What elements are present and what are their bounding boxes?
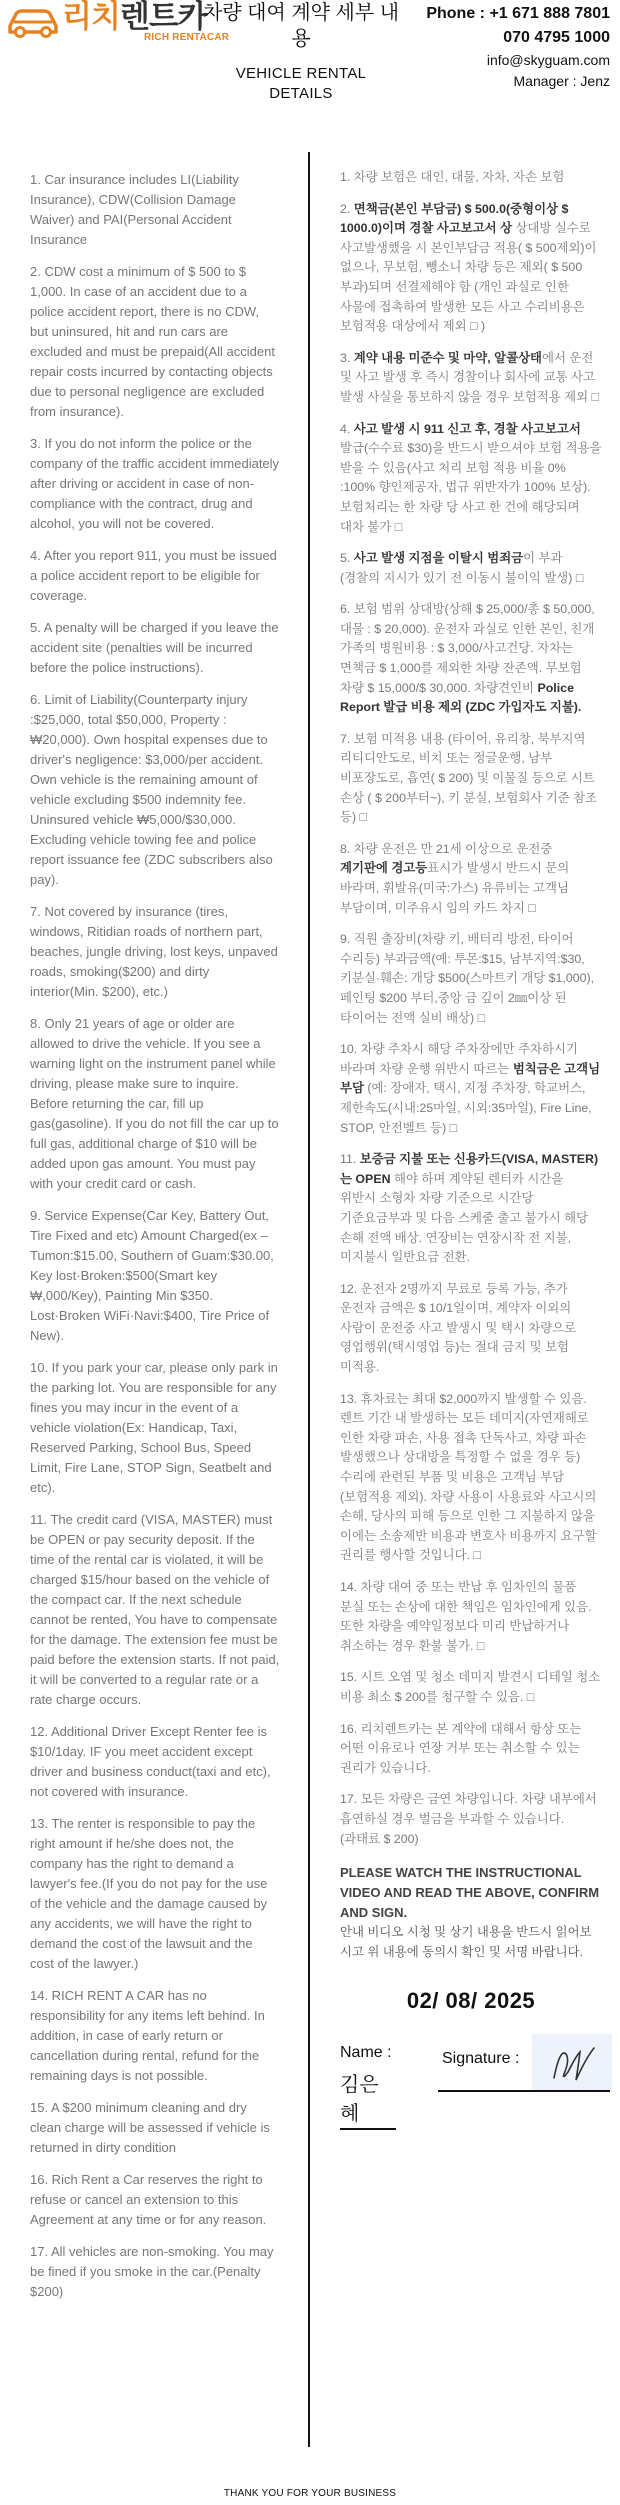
- term-en: 7. Not covered by insurance (tires, windows, Ritidian roads of northern part, beaches, jungle driving, lost keys, unpaved roads, smoking($200) and dirty interior(Min. $200), etc.): [30, 904, 278, 999]
- term-ko-emphasis: Police Report 발급 비용 제외 (ZDC 가입자도 지불).: [340, 680, 582, 715]
- term-en: 17. All vehicles are non-smoking. You may be fined if you smoke in the car.(Penalty $200): [30, 2244, 274, 2299]
- term-ko-text: 10. 차량 주차시 해당 주차장에만 주차하시기 바라며 차량 운행 위반시 따르는: [340, 1042, 578, 1076]
- term-ko: [340, 349, 602, 408]
- term-en: 4. After you report 911, you must be issued a police accident report to be eligible for coverage.: [30, 548, 277, 603]
- signed-date: 02/ 08/ 2025: [406, 1988, 536, 2014]
- term-en: 12. Additional Driver Except Renter fee is $10/1day. IF you meet accident except driver and business conduct(taxi and etc), not covered with insurance.: [30, 1724, 271, 1799]
- document-title-en: VEHICLE RENTAL DETAILS: [235, 65, 367, 102]
- term-ko-text: 7. 보험 미적용 내용 (타이어, 유리창, 북부지역 리티디안도로, 비치 또는 정글운행, 남부 비포장도로, 흡연( $ 200) 및 이물질 등으로 시트 손상 ( $ 200부터~), 키 분실, 보험회사 기준 참조 등) □: [340, 731, 598, 825]
- term-ko: [340, 549, 602, 588]
- term-ko: [340, 420, 602, 538]
- term-en: 14. RICH RENT A CAR has no responsibility for any items left behind. In addition, in case of early return or cancellation during rental, refund for the remaining days is not possible.: [30, 1988, 265, 2083]
- term-en: 5. A penalty will be charged if you leave the accident site (penalties will be incurred before the police instructions).: [30, 620, 279, 675]
- renter-name[interactable]: 김은혜: [340, 2068, 396, 2130]
- document-title-ko: 차량 대여 계약 세부 내용: [202, 2, 400, 50]
- term-ko-text: (예: 장애자, 택시, 지정 주차장, 학교버스, 제한속도(시내:25마일, 시외:35마일), Fire Line, STOP, 안전벨트 등) □: [340, 1081, 592, 1135]
- name-label: Name :: [340, 2044, 392, 2062]
- term-ko: [340, 930, 602, 1028]
- signature-row: [340, 2034, 602, 2126]
- term-ko: [340, 1040, 602, 1138]
- term-en: 2. CDW cost a minimum of $ 500 to $ 1,000. In case of an accident due to a police accident report, there is no CDW, but uninsured, hit and run cars are excluded and must be prepaid(All accident repair costs incurred by contacting objects due to personal negligence are excluded from insurance).: [30, 264, 275, 419]
- phone-number-secondary: 070 4795 1000: [503, 29, 610, 46]
- brand-logo: [6, 0, 230, 48]
- term-ko: [340, 168, 602, 188]
- term-ko-text: 6. 보험 범위 상대방(상해 $ 25,000/총 $ 50,000, 대물 : $ 20,000). 운전자 과실로 인한 본인, 친개 가족의 병원비용 : $ 3,000/사고건당. 자차는 면책금 $ 1,000를 제외한 차량 잔존액. 무보험 차량 $ 15,000/$ 30,000. 차량견인비: [340, 602, 595, 695]
- term-ko-text: 16. 리치렌트카는 본 계약에 대해서 항상 또는 어떤 이유로나 연장 거부 또는 취소할 수 있는 권리가 있습니다.: [340, 1721, 582, 1775]
- term-ko-text: 11.: [340, 1152, 360, 1167]
- term-ko-emphasis: 계기판에 경고등: [340, 861, 428, 876]
- instruction-note-en: PLEASE WATCH THE INSTRUCTIONAL VIDEO AND READ THE ABOVE, CONFIRM AND SIGN.: [340, 1865, 600, 1921]
- term-ko-text: 2.: [340, 201, 354, 216]
- term-ko: [340, 200, 602, 337]
- signature-underline: [438, 2090, 610, 2092]
- term-en: 10. If you park your car, please only park in the parking lot. You are responsible for any fines you may incur in the event of a vehicle violation(Ex: Handicap, Taxi, Reserved Parking, School Bus, Speed Limit, Fire Lane, STOP Sign, Seatbelt and etc).: [30, 1360, 278, 1495]
- term-ko: [340, 600, 602, 718]
- term-ko-text: 1. 차량 보험은 대인, 대물, 자차, 자손 보험: [340, 170, 565, 184]
- contact-block: [405, 2, 610, 92]
- email-address: info@skyguam.com: [486, 52, 610, 68]
- term-ko-text: 8. 차량 운전은 만 21세 이상으로 운전중: [340, 841, 553, 856]
- term-ko: [340, 1668, 602, 1707]
- term-ko-text: 상대방 실수로 사고발생했을 시 본인부담금 적용( $ 500제외)이 없으나, 무보험, 뺑소니 차량 등은 제외( $ 500 부과)되며 선결제해야 함 (개인 과실로 인한 사물에 접촉하여 발생한 모든 사고 수리비용은 보험적용 대상에서 제외 □ ): [340, 221, 597, 334]
- term-ko-emphasis: 사고 발생 지점을 이탈시 범죄금: [353, 551, 524, 566]
- car-icon: [6, 4, 60, 38]
- term-ko: [340, 1790, 602, 1849]
- term-ko-text: 9. 직원 출장비(차량 키, 배터리 방전, 타이어 수리등) 부과금액(예: 투몬:$15, 남부지역:$30, 키분실·훼손: 개당 $500(스마트키 개당 $1,000), 페인팅 $200 부터,중앙 금 깊이 2㎜이상 된 타이어는 전액 실비 배상) □: [340, 932, 595, 1025]
- footer-thank-you: THANK YOU FOR YOUR BUSINESS: [223, 2488, 397, 2499]
- term-ko-text: 발급(수수료 $30)을 반드시 받으셔야 보험 적용을 받을 수 있음(사고 처리 보험 적용 비율 0% :100% 향인제공자, 법규 위반자가 100% 보상). 보험처리는 한 차량 당 사고 한 건에 해당되며 대차 불가 □: [340, 441, 602, 534]
- term-ko: [340, 1280, 602, 1378]
- term-ko-emphasis: 사고 발생 시 911 신고 후, 경찰 사고보고서: [353, 421, 581, 436]
- document-header: [0, 0, 620, 130]
- terms-korean-column: [340, 168, 602, 2126]
- term-ko: [340, 730, 602, 828]
- term-ko: [340, 1720, 602, 1779]
- term-ko-emphasis: 범칙금은 고객님 부담: [340, 1061, 601, 1096]
- column-divider: [308, 152, 310, 2447]
- term-ko: [340, 1578, 602, 1656]
- term-en: 8. Only 21 years of age or older are allowed to drive the vehicle. If you see a warning light on the instrument panel while driving, please make sure to inquire. Before returning the car, fill up gas(gasoline). If you do not fill the car up to full gas, additional charge of $10 will be added upon gas amount. You must pay with your credit card or cash.: [30, 1016, 279, 1191]
- term-en: 15. A $200 minimum cleaning and dry clean charge will be assessed if vehicle is returned in dirty condition: [30, 2100, 270, 2155]
- term-ko-text: 12. 운전자 2명까지 무료로 등록 가능, 추가 운전자 금액은 $ 10/1일이며, 계약자 이외의 사람이 운전중 사고 발생시 및 택시 차량으로 영업행위(택시영업 등)는 절대 금지 및 보험 미적용.: [340, 1281, 577, 1375]
- signature-field[interactable]: [532, 2034, 612, 2092]
- term-ko-text: 3.: [340, 350, 354, 365]
- term-en: 16. Rich Rent a Car reserves the right to refuse or cancel an extension to this Agreement at any time or for any reason.: [30, 2172, 267, 2227]
- term-ko-emphasis: 계약 내용 미준수 및 마약, 알콜상태: [353, 350, 543, 365]
- term-en: 3. If you do not inform the police or the company of the traffic accident immediately after driving or accident in case of non-compliance with the contract, drug and alcohol, you will not be covered.: [30, 436, 280, 531]
- term-ko-text: 13. 휴차료는 최대 $2,000까지 발생할 수 있음. 렌트 기간 내 발생하는 모든 데미지(자연재해로 인한 차량 파손, 사용 접촉 단독사고, 차량 파손 발생했으나 상대방을 특정할 수 없을 경우 등) 수리에 관련된 부품 및 비용은 고객님 부담(보험적용 제외). 차량 사용이 사용료와 사고시의 손해, 당사의 피해 등으로 인한 그 지불하지 않을 이에는 소송제반 비용과 변호사 비용까지 요구할 권리를 행사할 것입니다. □: [340, 1391, 597, 1563]
- term-ko-text: 이 부과(경찰의 지시가 있기 전 이동시 불이익 발생) □: [340, 551, 584, 585]
- term-ko-text: 15. 시트 오염 및 청소 데미지 발견시 디테일 청소 비용 최소 $ 200를 청구할 수 있음. □: [340, 1670, 601, 1704]
- term-ko-emphasis: 면책금(본인 부담금) $ 500.0(중형이상 $ 1000.0)이며 경찰 사고보고서 상: [340, 201, 569, 236]
- instruction-note-ko: 안내 비디오 시청 및 상기 내용을 반드시 읽어보시고 위 내용에 동의시 확인 및 서명 바랍니다.: [340, 1925, 592, 1959]
- term-ko-text: 4.: [340, 421, 354, 436]
- phone-number: Phone : +1 671 888 7801: [426, 5, 610, 22]
- terms-english-column: [30, 170, 280, 2314]
- term-ko-text: 14. 차량 대여 중 또는 반납 후 임차인의 물품 분실 또는 손상에 대한 책임은 임차인에게 있음. 또한 차량을 예약일정보다 미리 반납하거나 취소하는 경우 환불 불가. □: [340, 1580, 592, 1653]
- terms-ko-list: [340, 168, 602, 1849]
- term-ko-text: 해야 하며 계약된 렌터카 시간을 위반시 소형차 차량 기준으로 시간당 기준요금부과 및 다음 스케줄 출고 불가시 해당 손해 전액 배상. 연장비는 연장시작 전 지불, 미지불시 일반요금 전환.: [340, 1171, 589, 1265]
- term-ko-text: 에서 운전 및 사고 발생 후 즉시 경찰이나 회사에 교통 사고 발생 사실을 통보하지 않을 경우 보험적용 제외 □: [340, 350, 599, 404]
- manager-name: Manager : Jenz: [513, 73, 610, 89]
- term-en: 6. Limit of Liability(Counterparty injury :$25,000, total $50,000, Property :₩20,000). Own hospital expenses due to driver's negligence: $3,000/per accident. Own vehicle is the remaining amount of vehicle excluding $500 indemnity fee. Uninsured vehicle ₩5,000/$30,000. Excluding vehicle towing fee and police report issuance fee (ZDC subscribers also pay).: [30, 692, 273, 887]
- handwritten-signature: [532, 2034, 612, 2092]
- term-ko-text: 표시가 발생시 반드시 문의 바라며, 휘발유(미국:가스) 유류비는 고객님 부담이며, 미주유시 임의 카드 차지 □: [340, 861, 570, 915]
- brand-name-ko: 리치렌트카: [62, 0, 207, 34]
- term-en: 13. The renter is responsible to pay the right amount if he/she does not, the company has the right to demand a lawyer's fee.(If you do not pay for the use of the vehicle and the damage caused by any accidents, we will have the right to demand the cost of the lawsuit and the cost of the lawyer.): [30, 1816, 268, 1971]
- term-ko: [340, 840, 602, 918]
- term-ko: [340, 1150, 602, 1268]
- term-ko-text: 5.: [340, 551, 354, 566]
- term-ko-emphasis: 보증금 지불 또는 신용카드(VISA, MASTER)는 OPEN: [340, 1152, 599, 1186]
- signature-label: Signature :: [442, 2050, 520, 2068]
- term-ko-text: 17. 모든 차량은 금연 차량입니다. 차량 내부에서 흡연하실 경우 벌금을 부과할 수 있습니다. (과태료 $ 200): [340, 1792, 597, 1846]
- term-en: 9. Service Expense(Car Key, Battery Out, Tire Fixed and etc) Amount Charged(ex – Tumon:$15.00, Southern of Guam:$30.00, Key lost·Broken:$500(Smart key ₩,000/Key), Painting Min $350. Lost·Broken WiFi·Navi:$400, Tire Price of New).: [30, 1208, 274, 1343]
- brand-name-en: RICH RENTACAR: [144, 32, 230, 43]
- term-ko: [340, 1390, 602, 1566]
- term-en: 1. Car insurance includes LI(Liability Insurance), CDW(Collision Damage Waiver) and PAI(Personal Accident Insurance: [30, 172, 239, 247]
- term-en: 11. The credit card (VISA, MASTER) must be OPEN or pay security deposit. If the time of the rental car is violated, it will be charged $15/hour based on the vehicle of the compact car. If the next schedule cannot be rented, You have to compensate for the damage. The extension fee must be paid before the extension starts. If not paid, it will be converted to a regular rate or a rate charge occurs.: [30, 1512, 280, 1707]
